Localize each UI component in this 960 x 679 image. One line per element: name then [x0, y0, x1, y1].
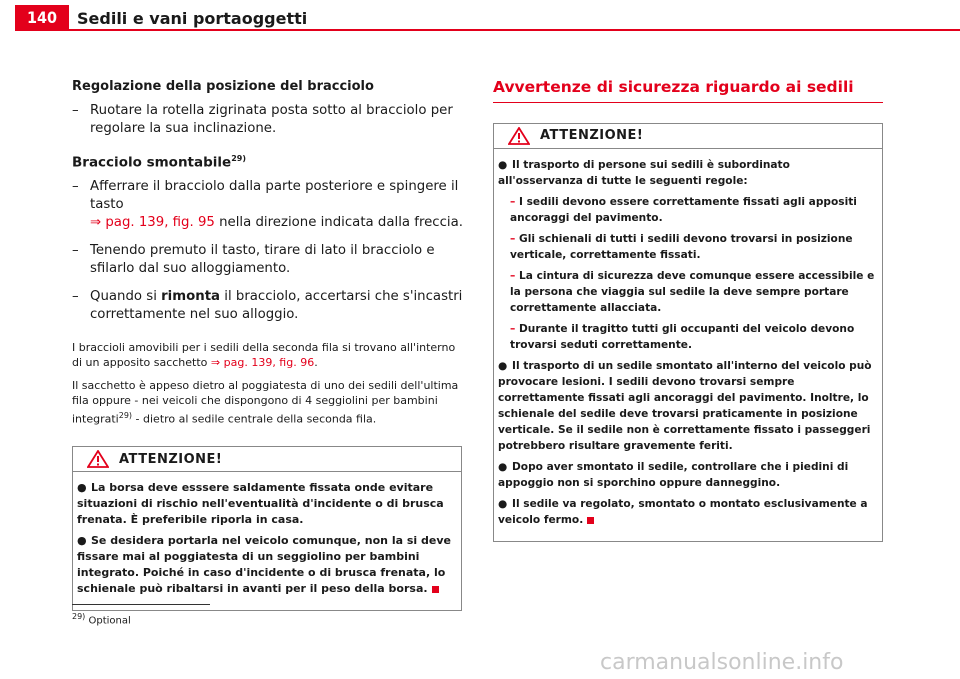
warning-text: I sedili devono essere correttamente fissati agli appositi ancoraggi del pavimento.: [510, 196, 857, 224]
warning-item: [498, 496, 878, 528]
section-title-safety: Avvertenze di sicurezza riguardo ai sedili: [493, 78, 854, 96]
footnote-text: Optional: [88, 615, 131, 627]
step-text: Ruotare la rotella zigrinata posta sotto al bracciolo per regolare la sua inclinazione.: [90, 103, 453, 136]
step-text: nella direzione indicata dalla freccia.: [214, 214, 463, 230]
footnote: [72, 612, 131, 626]
note-location: [72, 378, 464, 427]
dash-marker: –: [510, 196, 516, 208]
title-rule: [493, 102, 883, 103]
page-header: [0, 0, 960, 30]
page-link[interactable]: ⇒ pag. 139, fig. 96: [210, 355, 315, 369]
bullet-dot-icon: ●: [498, 360, 508, 372]
step-text: il bracciolo, accertarsi che s'incastri correttamente nel suo alloggio.: [90, 288, 463, 322]
warning-subitem: [498, 321, 878, 353]
footnote-number: 29): [72, 612, 86, 621]
warning-text: Il trasporto di persone sui sedili è subordinato all'osservanza di tutte le seguenti regole:: [498, 159, 790, 187]
warning-title: ATTENZIONE!: [540, 128, 644, 143]
warning-triangle-icon: [87, 450, 109, 474]
watermark: carmanualsonline.info: [600, 650, 844, 675]
note-text: .: [314, 355, 318, 369]
warning-body: [494, 149, 882, 541]
warning-text: Dopo aver smontato il sedile, controllare che i piedini di appoggio non si sporchino oppure danneggino.: [498, 461, 849, 489]
step-text: Afferrare il bracciolo dalla parte posteriore e spingere il tasto: [90, 178, 459, 212]
note-bag: [72, 340, 464, 370]
page-link[interactable]: ⇒ pag. 139, fig. 95: [90, 214, 215, 230]
warning-box-bag: [72, 446, 462, 611]
warning-text: Il sedile va regolato, smontato o montato esclusivamente a veicolo fermo.: [498, 498, 868, 526]
warning-title: ATTENZIONE!: [119, 452, 223, 468]
end-square-icon: [587, 517, 594, 524]
header-rule: [15, 29, 960, 31]
bullet-dot-icon: ●: [77, 481, 87, 495]
step-refit: – Quando si rimonta il bracciolo, accertarsi che s'incastri correttamente nel suo alloggio.: [72, 288, 463, 322]
warning-text: Il trasporto di un sedile smontato all'interno del veicolo può provocare lesioni. I sedili devono trovarsi sempre correttamente fissati agli ancoraggi del pavimento. Inoltre, lo schienale del sedile deve trovarsi praticamente in posizione verticale. Se il sedile non è correttamente fissato i passeggeri potrebbero risultare gravemente feriti.: [498, 360, 872, 452]
footnote-rule: [72, 604, 210, 605]
section-heading-removable: [72, 150, 464, 172]
bullet-dot-icon: ●: [498, 498, 508, 510]
dash-marker: –: [510, 233, 516, 245]
step-text: Tenendo premuto il tasto, tirare di lato il bracciolo e sfilarlo dal suo alloggiamento.: [90, 242, 435, 276]
warning-item: [498, 157, 878, 189]
warning-text: Durante il tragitto tutti gli occupanti del veicolo devono trovarsi seduti correttamente.: [510, 323, 855, 351]
warning-text: Se desidera portarla nel veicolo comunque, non la si deve fissare mai al poggiatesta di un seggiolino per bambini integrato. Poiché in caso d'incidente o di brusca frenata, lo schienale può ribaltarsi in avanti per il peso della borsa.: [77, 534, 451, 596]
bullet-dot-icon: ●: [498, 461, 508, 473]
step-grab: – Afferrare il bracciolo dalla parte posteriore e spingere il tasto ⇒ pag. 139, fig. 95 nella direzione indicata dalla freccia.: [72, 178, 463, 230]
heading-text: Bracciolo smontabile: [72, 154, 232, 171]
right-column: [493, 78, 883, 542]
note-text: - dietro al sedile centrale della seconda fila.: [132, 412, 377, 426]
warning-text: La cintura di sicurezza deve comunque essere accessibile e la persona che viaggia sul sedile la deve sempre portare correttamente allacciata.: [510, 270, 875, 314]
warning-text: La borsa deve esssere saldamente fissata onde evitare situazioni di rischio nell'eventualità d'incidente o di brusca frenata. È preferibile riporla in casa.: [77, 481, 444, 527]
warning-item: [498, 358, 878, 454]
note-text: I braccioli amovibili per i sedili della seconda fila si trovano all'interno di un apposito sacchetto: [72, 340, 456, 369]
note-text: Il sacchetto è appeso dietro al poggiatesta di uno dei sedili dell'ultima fila oppure - nei veicoli che dispongono di 4 seggiolini per bambini integrati: [72, 378, 459, 426]
warning-header: [73, 447, 461, 472]
dash-marker: –: [510, 270, 516, 282]
end-square-icon: [432, 586, 439, 593]
bullet-dot-icon: ●: [498, 159, 508, 171]
warning-item: [77, 533, 457, 597]
warning-subitem: [498, 268, 878, 316]
warning-triangle-icon: [508, 127, 530, 149]
step-rotate: – Ruotare la rotella zigrinata posta sotto al bracciolo per regolare la sua inclinazione.: [72, 103, 453, 136]
warning-subitem: [498, 194, 878, 226]
section-heading-armrest: Regolazione della posizione del bracciolo: [72, 79, 374, 94]
warning-box-seats: [493, 123, 883, 542]
emphasis-text: rimonta: [161, 288, 221, 304]
left-column: [72, 78, 464, 611]
warning-subitem: [498, 231, 878, 263]
page-title: Sedili e vani portaoggetti: [77, 9, 308, 28]
step-pull: – Tenendo premuto il tasto, tirare di lato il bracciolo e sfilarlo dal suo alloggiamento.: [72, 242, 435, 276]
bullet-dot-icon: ●: [77, 534, 87, 548]
warning-body: [73, 472, 461, 610]
warning-item: [77, 480, 457, 528]
warning-text: Gli schienali di tutti i sedili devono trovarsi in posizione verticale, correttamente fissati.: [510, 233, 853, 261]
warning-item: [498, 459, 878, 491]
step-text: Quando si: [90, 288, 162, 304]
footnote-ref[interactable]: 29): [118, 410, 133, 420]
dash-marker: –: [510, 323, 516, 335]
warning-header: [494, 124, 882, 149]
footnote-ref[interactable]: 29): [231, 154, 246, 163]
page-number: 140: [15, 5, 69, 30]
